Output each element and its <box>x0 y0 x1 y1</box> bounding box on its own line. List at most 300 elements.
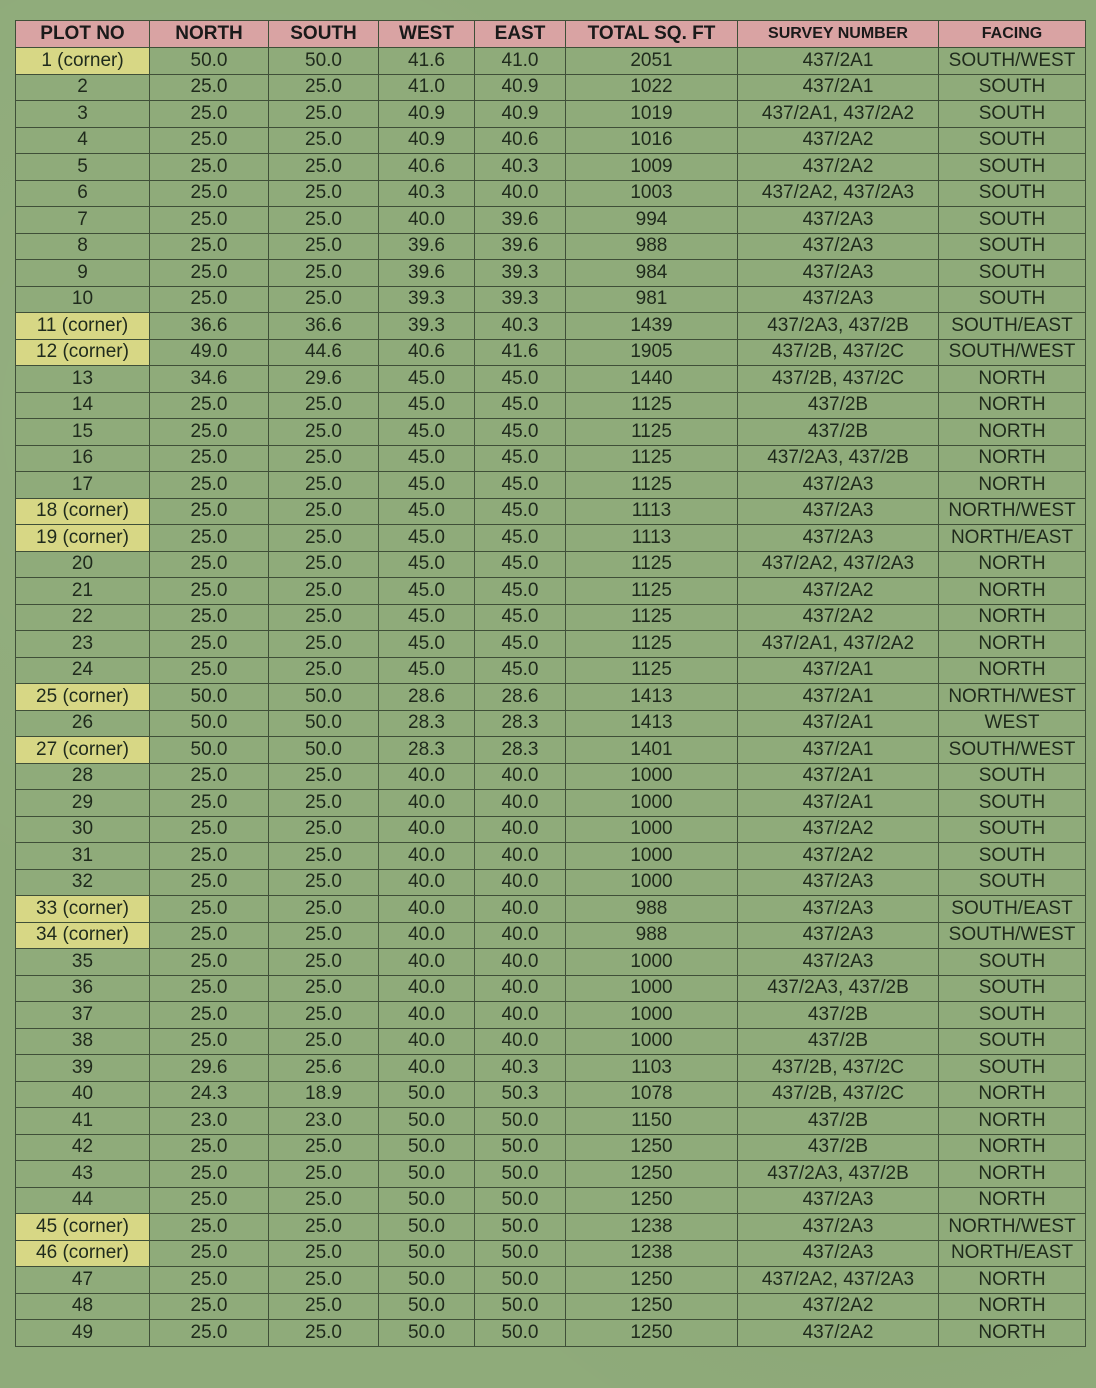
survey-number-cell: 437/2A2, 437/2A3 <box>738 1267 939 1294</box>
north-cell: 25.0 <box>150 472 269 499</box>
facing-cell: SOUTH/EAST <box>939 896 1086 923</box>
plot-cell: 45 (corner) <box>16 1214 150 1241</box>
plot-cell: 26 <box>16 710 150 737</box>
total-sq-ft-cell: 1125 <box>566 551 738 578</box>
table-row <box>16 949 1086 976</box>
plot-cell: 13 <box>16 366 150 393</box>
facing-cell: NORTH <box>939 604 1086 631</box>
west-cell: 40.6 <box>379 154 475 181</box>
total-sq-ft-cell: 1250 <box>566 1320 738 1347</box>
south-cell: 25.0 <box>269 790 379 817</box>
south-cell: 25.0 <box>269 578 379 605</box>
survey-number-cell: 437/2A2 <box>738 1293 939 1320</box>
west-cell: 40.3 <box>379 180 475 207</box>
south-cell: 50.0 <box>269 684 379 711</box>
east-cell: 45.0 <box>475 498 566 525</box>
north-cell: 25.0 <box>150 1028 269 1055</box>
north-cell: 25.0 <box>150 1293 269 1320</box>
plot-cell: 14 <box>16 392 150 419</box>
table-row <box>16 1267 1086 1294</box>
east-cell: 40.0 <box>475 949 566 976</box>
west-cell: 40.6 <box>379 339 475 366</box>
east-cell: 40.9 <box>475 101 566 128</box>
survey-number-cell: 437/2A1 <box>738 74 939 101</box>
table-row <box>16 525 1086 552</box>
plot-cell: 2 <box>16 74 150 101</box>
survey-number-cell: 437/2A1, 437/2A2 <box>738 101 939 128</box>
facing-cell: SOUTH <box>939 816 1086 843</box>
south-cell: 25.0 <box>269 1187 379 1214</box>
south-cell: 25.0 <box>269 127 379 154</box>
plot-cell: 46 (corner) <box>16 1240 150 1267</box>
table-row <box>16 74 1086 101</box>
east-cell: 28.6 <box>475 684 566 711</box>
total-sq-ft-cell: 988 <box>566 922 738 949</box>
survey-number-cell: 437/2B <box>738 1028 939 1055</box>
table-row <box>16 816 1086 843</box>
south-cell: 50.0 <box>269 48 379 75</box>
survey-number-cell: 437/2A2, 437/2A3 <box>738 180 939 207</box>
south-cell: 25.0 <box>269 1293 379 1320</box>
north-cell: 29.6 <box>150 1055 269 1082</box>
facing-cell: SOUTH <box>939 260 1086 287</box>
west-cell: 45.0 <box>379 657 475 684</box>
west-cell: 41.0 <box>379 74 475 101</box>
facing-cell: SOUTH <box>939 154 1086 181</box>
north-cell: 25.0 <box>150 604 269 631</box>
east-cell: 45.0 <box>475 604 566 631</box>
plot-table-page <box>15 20 1086 1347</box>
plot-cell: 33 (corner) <box>16 896 150 923</box>
survey-number-cell: 437/2B, 437/2C <box>738 339 939 366</box>
total-sq-ft-cell: 981 <box>566 286 738 313</box>
south-cell: 18.9 <box>269 1081 379 1108</box>
table-row <box>16 392 1086 419</box>
table-row <box>16 1055 1086 1082</box>
north-cell: 25.0 <box>150 154 269 181</box>
total-sq-ft-cell: 1125 <box>566 392 738 419</box>
survey-number-cell: 437/2A2 <box>738 604 939 631</box>
table-row <box>16 48 1086 75</box>
survey-number-cell: 437/2A3, 437/2B <box>738 1161 939 1188</box>
facing-cell: NORTH/EAST <box>939 1240 1086 1267</box>
table-row <box>16 790 1086 817</box>
plot-cell: 43 <box>16 1161 150 1188</box>
facing-cell: NORTH <box>939 578 1086 605</box>
north-cell: 25.0 <box>150 922 269 949</box>
table-row <box>16 763 1086 790</box>
south-cell: 25.0 <box>269 392 379 419</box>
west-cell: 50.0 <box>379 1134 475 1161</box>
total-sq-ft-cell: 1413 <box>566 684 738 711</box>
west-cell: 45.0 <box>379 392 475 419</box>
survey-number-cell: 437/2A3 <box>738 498 939 525</box>
facing-cell: SOUTH <box>939 790 1086 817</box>
total-sq-ft-cell: 1000 <box>566 816 738 843</box>
table-row <box>16 1081 1086 1108</box>
total-sq-ft-cell: 988 <box>566 896 738 923</box>
table-row <box>16 101 1086 128</box>
west-cell: 50.0 <box>379 1267 475 1294</box>
table-row <box>16 1161 1086 1188</box>
west-cell: 45.0 <box>379 604 475 631</box>
east-cell: 40.0 <box>475 869 566 896</box>
table-row <box>16 233 1086 260</box>
north-cell: 50.0 <box>150 710 269 737</box>
facing-cell: NORTH <box>939 631 1086 658</box>
plot-cell: 5 <box>16 154 150 181</box>
plot-cell: 8 <box>16 233 150 260</box>
table-row <box>16 1028 1086 1055</box>
east-cell: 40.0 <box>475 896 566 923</box>
north-cell: 25.0 <box>150 1267 269 1294</box>
south-cell: 36.6 <box>269 313 379 340</box>
table-row <box>16 1214 1086 1241</box>
survey-number-cell: 437/2A1 <box>738 763 939 790</box>
west-cell: 45.0 <box>379 498 475 525</box>
south-cell: 25.0 <box>269 975 379 1002</box>
west-cell: 50.0 <box>379 1108 475 1135</box>
west-cell: 50.0 <box>379 1240 475 1267</box>
east-cell: 45.0 <box>475 472 566 499</box>
facing-cell: NORTH <box>939 1081 1086 1108</box>
survey-number-cell: 437/2B <box>738 1108 939 1135</box>
plot-cell: 42 <box>16 1134 150 1161</box>
plot-cell: 10 <box>16 286 150 313</box>
plot-cell: 1 (corner) <box>16 48 150 75</box>
south-cell: 25.0 <box>269 101 379 128</box>
header-survey-number: SURVEY NUMBER <box>738 21 939 48</box>
facing-cell: NORTH <box>939 1108 1086 1135</box>
facing-cell: NORTH <box>939 419 1086 446</box>
facing-cell: NORTH <box>939 445 1086 472</box>
facing-cell: NORTH <box>939 1187 1086 1214</box>
header-north: NORTH <box>150 21 269 48</box>
east-cell: 28.3 <box>475 710 566 737</box>
east-cell: 45.0 <box>475 578 566 605</box>
south-cell: 25.0 <box>269 604 379 631</box>
survey-number-cell: 437/2B, 437/2C <box>738 366 939 393</box>
north-cell: 50.0 <box>150 48 269 75</box>
east-cell: 40.0 <box>475 763 566 790</box>
east-cell: 40.3 <box>475 154 566 181</box>
north-cell: 25.0 <box>150 551 269 578</box>
survey-number-cell: 437/2A2 <box>738 1320 939 1347</box>
north-cell: 25.0 <box>150 74 269 101</box>
total-sq-ft-cell: 1000 <box>566 790 738 817</box>
table-row <box>16 1293 1086 1320</box>
south-cell: 25.0 <box>269 180 379 207</box>
east-cell: 45.0 <box>475 366 566 393</box>
west-cell: 40.0 <box>379 1028 475 1055</box>
header-south: SOUTH <box>269 21 379 48</box>
survey-number-cell: 437/2A3 <box>738 896 939 923</box>
north-cell: 25.0 <box>150 445 269 472</box>
table-row <box>16 180 1086 207</box>
south-cell: 25.0 <box>269 1134 379 1161</box>
plot-cell: 9 <box>16 260 150 287</box>
west-cell: 40.0 <box>379 975 475 1002</box>
plot-cell: 7 <box>16 207 150 234</box>
plot-cell: 36 <box>16 975 150 1002</box>
survey-number-cell: 437/2A3, 437/2B <box>738 313 939 340</box>
plot-cell: 40 <box>16 1081 150 1108</box>
south-cell: 25.0 <box>269 816 379 843</box>
east-cell: 45.0 <box>475 419 566 446</box>
survey-number-cell: 437/2B <box>738 419 939 446</box>
south-cell: 25.0 <box>269 843 379 870</box>
survey-number-cell: 437/2B <box>738 1002 939 1029</box>
survey-number-cell: 437/2A2 <box>738 816 939 843</box>
survey-number-cell: 437/2A3 <box>738 260 939 287</box>
east-cell: 39.6 <box>475 207 566 234</box>
north-cell: 50.0 <box>150 737 269 764</box>
west-cell: 50.0 <box>379 1161 475 1188</box>
total-sq-ft-cell: 1250 <box>566 1134 738 1161</box>
north-cell: 25.0 <box>150 525 269 552</box>
total-sq-ft-cell: 1016 <box>566 127 738 154</box>
north-cell: 25.0 <box>150 498 269 525</box>
facing-cell: SOUTH/EAST <box>939 313 1086 340</box>
table-row <box>16 710 1086 737</box>
table-row <box>16 1134 1086 1161</box>
east-cell: 45.0 <box>475 551 566 578</box>
total-sq-ft-cell: 1125 <box>566 631 738 658</box>
south-cell: 29.6 <box>269 366 379 393</box>
survey-number-cell: 437/2A1, 437/2A2 <box>738 631 939 658</box>
table-row <box>16 127 1086 154</box>
south-cell: 25.0 <box>269 207 379 234</box>
south-cell: 25.0 <box>269 1028 379 1055</box>
plot-cell: 20 <box>16 551 150 578</box>
table-row <box>16 1240 1086 1267</box>
total-sq-ft-cell: 1000 <box>566 1002 738 1029</box>
plot-cell: 19 (corner) <box>16 525 150 552</box>
total-sq-ft-cell: 1401 <box>566 737 738 764</box>
west-cell: 28.3 <box>379 737 475 764</box>
total-sq-ft-cell: 1125 <box>566 604 738 631</box>
east-cell: 45.0 <box>475 445 566 472</box>
survey-number-cell: 437/2A3 <box>738 207 939 234</box>
total-sq-ft-cell: 1078 <box>566 1081 738 1108</box>
total-sq-ft-cell: 1113 <box>566 498 738 525</box>
plot-cell: 24 <box>16 657 150 684</box>
table-row <box>16 896 1086 923</box>
north-cell: 25.0 <box>150 207 269 234</box>
plot-cell: 27 (corner) <box>16 737 150 764</box>
north-cell: 25.0 <box>150 975 269 1002</box>
north-cell: 25.0 <box>150 843 269 870</box>
table-row <box>16 551 1086 578</box>
south-cell: 25.0 <box>269 551 379 578</box>
east-cell: 40.0 <box>475 180 566 207</box>
west-cell: 40.0 <box>379 843 475 870</box>
north-cell: 25.0 <box>150 127 269 154</box>
header-east: EAST <box>475 21 566 48</box>
west-cell: 39.3 <box>379 286 475 313</box>
south-cell: 25.0 <box>269 1320 379 1347</box>
south-cell: 25.0 <box>269 498 379 525</box>
east-cell: 50.0 <box>475 1240 566 1267</box>
west-cell: 45.0 <box>379 551 475 578</box>
west-cell: 28.6 <box>379 684 475 711</box>
survey-number-cell: 437/2A3 <box>738 233 939 260</box>
plot-cell: 49 <box>16 1320 150 1347</box>
east-cell: 40.0 <box>475 1002 566 1029</box>
plot-cell: 4 <box>16 127 150 154</box>
north-cell: 25.0 <box>150 578 269 605</box>
survey-number-cell: 437/2A2, 437/2A3 <box>738 551 939 578</box>
table-body <box>16 48 1086 1347</box>
west-cell: 41.6 <box>379 48 475 75</box>
header-west: WEST <box>379 21 475 48</box>
table-row <box>16 154 1086 181</box>
table-row <box>16 472 1086 499</box>
west-cell: 45.0 <box>379 366 475 393</box>
plot-cell: 11 (corner) <box>16 313 150 340</box>
north-cell: 25.0 <box>150 419 269 446</box>
south-cell: 25.0 <box>269 631 379 658</box>
west-cell: 40.0 <box>379 816 475 843</box>
plot-cell: 32 <box>16 869 150 896</box>
plot-cell: 30 <box>16 816 150 843</box>
facing-cell: SOUTH <box>939 1002 1086 1029</box>
survey-number-cell: 437/2A2 <box>738 578 939 605</box>
total-sq-ft-cell: 1125 <box>566 657 738 684</box>
facing-cell: SOUTH <box>939 949 1086 976</box>
table-row <box>16 684 1086 711</box>
west-cell: 40.9 <box>379 127 475 154</box>
plot-cell: 39 <box>16 1055 150 1082</box>
north-cell: 25.0 <box>150 101 269 128</box>
south-cell: 50.0 <box>269 737 379 764</box>
facing-cell: NORTH <box>939 392 1086 419</box>
north-cell: 25.0 <box>150 392 269 419</box>
table-header <box>16 21 1086 48</box>
table-row <box>16 737 1086 764</box>
north-cell: 25.0 <box>150 1134 269 1161</box>
total-sq-ft-cell: 1125 <box>566 445 738 472</box>
table-row <box>16 498 1086 525</box>
table-row <box>16 869 1086 896</box>
facing-cell: SOUTH/WEST <box>939 922 1086 949</box>
north-cell: 25.0 <box>150 631 269 658</box>
west-cell: 39.6 <box>379 260 475 287</box>
north-cell: 49.0 <box>150 339 269 366</box>
facing-cell: SOUTH <box>939 74 1086 101</box>
facing-cell: SOUTH <box>939 843 1086 870</box>
east-cell: 40.0 <box>475 975 566 1002</box>
west-cell: 45.0 <box>379 525 475 552</box>
south-cell: 25.0 <box>269 233 379 260</box>
south-cell: 25.0 <box>269 445 379 472</box>
survey-number-cell: 437/2A2 <box>738 154 939 181</box>
east-cell: 40.9 <box>475 74 566 101</box>
facing-cell: SOUTH <box>939 1055 1086 1082</box>
facing-cell: NORTH/WEST <box>939 684 1086 711</box>
facing-cell: NORTH <box>939 551 1086 578</box>
total-sq-ft-cell: 1113 <box>566 525 738 552</box>
survey-number-cell: 437/2B <box>738 1134 939 1161</box>
west-cell: 45.0 <box>379 472 475 499</box>
north-cell: 25.0 <box>150 260 269 287</box>
south-cell: 25.0 <box>269 1240 379 1267</box>
facing-cell: SOUTH/WEST <box>939 48 1086 75</box>
survey-number-cell: 437/2A1 <box>738 737 939 764</box>
east-cell: 50.0 <box>475 1320 566 1347</box>
east-cell: 50.0 <box>475 1161 566 1188</box>
west-cell: 50.0 <box>379 1214 475 1241</box>
total-sq-ft-cell: 1000 <box>566 1028 738 1055</box>
south-cell: 25.0 <box>269 525 379 552</box>
west-cell: 50.0 <box>379 1293 475 1320</box>
north-cell: 25.0 <box>150 790 269 817</box>
facing-cell: SOUTH <box>939 101 1086 128</box>
east-cell: 39.6 <box>475 233 566 260</box>
total-sq-ft-cell: 1103 <box>566 1055 738 1082</box>
survey-number-cell: 437/2A3 <box>738 1240 939 1267</box>
north-cell: 25.0 <box>150 286 269 313</box>
facing-cell: SOUTH/WEST <box>939 737 1086 764</box>
south-cell: 25.0 <box>269 1214 379 1241</box>
plot-cell: 37 <box>16 1002 150 1029</box>
facing-cell: NORTH <box>939 1293 1086 1320</box>
total-sq-ft-cell: 1250 <box>566 1161 738 1188</box>
east-cell: 45.0 <box>475 392 566 419</box>
survey-number-cell: 437/2A1 <box>738 710 939 737</box>
west-cell: 40.9 <box>379 101 475 128</box>
plot-cell: 31 <box>16 843 150 870</box>
table-row <box>16 419 1086 446</box>
west-cell: 28.3 <box>379 710 475 737</box>
table-row <box>16 286 1086 313</box>
table-row <box>16 339 1086 366</box>
plot-cell: 28 <box>16 763 150 790</box>
west-cell: 40.0 <box>379 763 475 790</box>
east-cell: 40.0 <box>475 816 566 843</box>
total-sq-ft-cell: 1150 <box>566 1108 738 1135</box>
total-sq-ft-cell: 1003 <box>566 180 738 207</box>
table-row <box>16 631 1086 658</box>
total-sq-ft-cell: 1022 <box>566 74 738 101</box>
east-cell: 40.3 <box>475 313 566 340</box>
north-cell: 25.0 <box>150 1002 269 1029</box>
south-cell: 25.0 <box>269 1267 379 1294</box>
west-cell: 45.0 <box>379 631 475 658</box>
east-cell: 28.3 <box>475 737 566 764</box>
survey-number-cell: 437/2A2 <box>738 127 939 154</box>
plot-cell: 21 <box>16 578 150 605</box>
south-cell: 44.6 <box>269 339 379 366</box>
facing-cell: SOUTH <box>939 233 1086 260</box>
facing-cell: NORTH <box>939 1134 1086 1161</box>
survey-number-cell: 437/2A3, 437/2B <box>738 975 939 1002</box>
survey-number-cell: 437/2A1 <box>738 657 939 684</box>
total-sq-ft-cell: 1238 <box>566 1240 738 1267</box>
east-cell: 39.3 <box>475 286 566 313</box>
survey-number-cell: 437/2B <box>738 392 939 419</box>
east-cell: 50.0 <box>475 1267 566 1294</box>
north-cell: 50.0 <box>150 684 269 711</box>
west-cell: 40.0 <box>379 1002 475 1029</box>
table-row <box>16 207 1086 234</box>
facing-cell: NORTH/WEST <box>939 498 1086 525</box>
total-sq-ft-cell: 1905 <box>566 339 738 366</box>
survey-number-cell: 437/2B, 437/2C <box>738 1055 939 1082</box>
plot-cell: 47 <box>16 1267 150 1294</box>
west-cell: 39.6 <box>379 233 475 260</box>
facing-cell: NORTH <box>939 1320 1086 1347</box>
